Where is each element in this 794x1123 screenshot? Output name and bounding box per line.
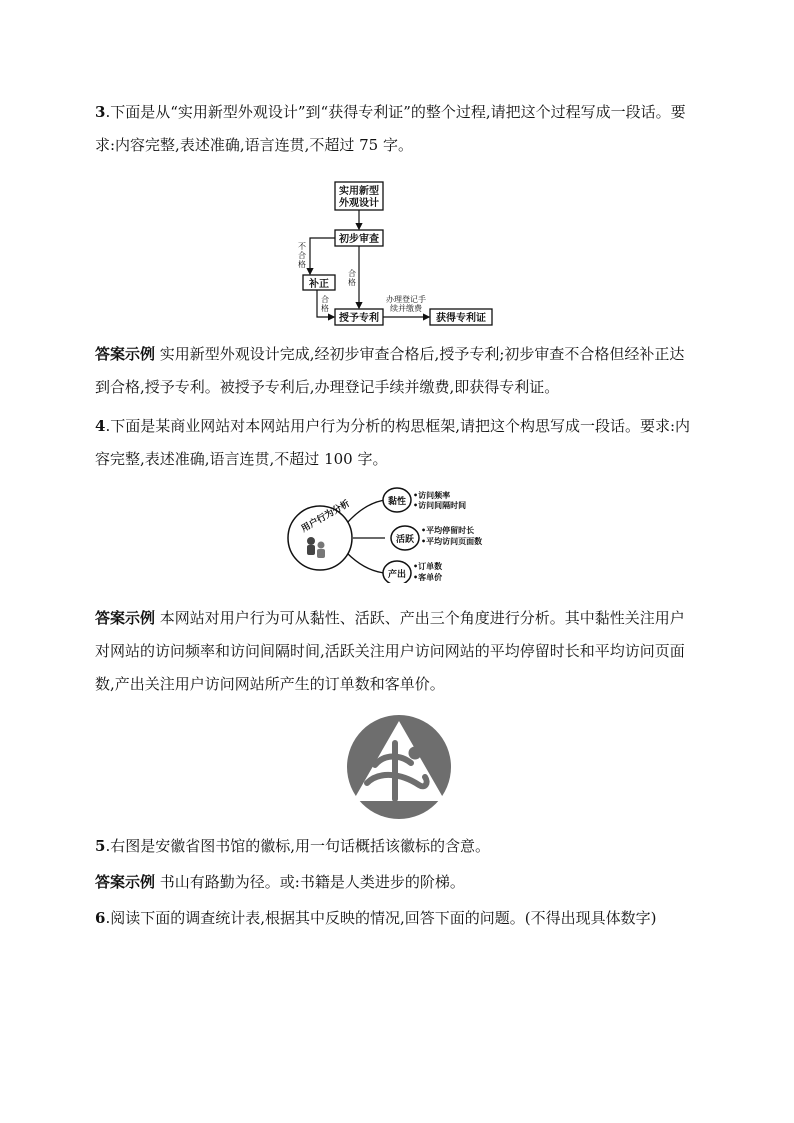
q3-number: 3: [95, 103, 106, 121]
flow-register-line1: 办理登记手: [386, 295, 426, 304]
mindmap-link-1: [347, 500, 385, 523]
mindmap-center-label: 用户行为分析: [299, 498, 352, 535]
mindmap-branch-label: 产出: [387, 570, 407, 580]
mindmap-item: •平均访问页面数: [421, 537, 483, 546]
q5-answer-label: 答案示例: [95, 873, 156, 891]
q4-mindmap: [285, 483, 515, 583]
q4-text: .下面是某商业网站对本网站用户行为分析的构思框架,请把这个构思写成一段话。要求:内容完整,表述准确,语言连贯,不超过 100 字。: [95, 417, 691, 468]
q4-number: 4: [95, 417, 106, 435]
q3-answer: [95, 338, 695, 404]
anhui-library-logo: [345, 713, 453, 821]
mindmap-item: •访问间隔时间: [413, 501, 467, 510]
q4-answer: [95, 602, 695, 701]
q4-prompt: [95, 410, 695, 476]
q4-answer-text: 本网站对用户行为可从黏性、活跃、产出三个角度进行分析。其中黏性关注用户对网站的访问频率和访问间隔时间,活跃关注用户访问网站的平均停留时长和平均访问页面数,产出关注用户访问网站所产生的订单数和客单价。: [95, 609, 685, 693]
q6-number: 6: [95, 909, 106, 927]
q5-text: .右图是安徽省图书馆的徽标,用一句话概括该徽标的含意。: [105, 837, 490, 855]
flow-register-line2: 续并缴费: [390, 304, 422, 313]
flow-arrow-fail: [310, 238, 335, 274]
flow-review-label: 初步审查: [339, 234, 379, 245]
q5-prompt: [95, 830, 695, 863]
mindmap-item: •平均停留时长: [421, 526, 475, 535]
flow-start-line2: 外观设计: [339, 198, 379, 209]
flow-start-line1: 实用新型: [339, 186, 379, 197]
flow-fail-char: 不: [298, 242, 306, 251]
flow-pass-char: 合: [348, 269, 356, 278]
q5-answer: [95, 866, 695, 899]
flow-pass-char: 格: [348, 278, 356, 287]
mindmap-branch-label: 黏性: [387, 497, 407, 507]
q4-answer-label: 答案示例: [95, 609, 156, 627]
flow-grant-label: 授予专利: [339, 313, 379, 324]
q3-answer-label: 答案示例: [95, 345, 156, 363]
q3-prompt: [95, 96, 695, 162]
mindmap-item: •客单价: [413, 573, 443, 582]
flow-pass2-char: 合: [321, 295, 329, 304]
flow-supplement-label: 补正: [309, 279, 329, 290]
flow-final-label: 获得专利证: [436, 313, 486, 324]
mindmap-branch-label: 活跃: [395, 535, 415, 545]
flow-pass2-char: 格: [321, 304, 329, 313]
q3-text: .下面是从“实用新型外观设计”到“获得专利证”的整个过程,请把这个过程写成一段话。要求:内容完整,表述准确,语言连贯,不超过 75 字。: [95, 103, 686, 154]
q3-flowchart: [295, 178, 515, 330]
flow-fail-char: 格: [298, 260, 306, 269]
mindmap-link-3: [347, 553, 385, 573]
q3-answer-text: 实用新型外观设计完成,经初步审查合格后,授予专利;初步审查不合格但经补正达到合格,授予专利。被授予专利后,办理登记手续并缴费,即获得专利证。: [95, 345, 685, 396]
q6-prompt: [95, 902, 695, 935]
q5-number: 5: [95, 837, 106, 855]
mindmap-item: •订单数: [413, 562, 443, 571]
mindmap-item: •访问频率: [413, 491, 451, 500]
flow-fail-char: 合: [298, 251, 306, 260]
q5-answer-text: 书山有路勤为径。或:书籍是人类进步的阶梯。: [155, 873, 465, 891]
q6-text: .阅读下面的调查统计表,根据其中反映的情况,回答下面的问题。(不得出现具体数字): [105, 909, 657, 927]
